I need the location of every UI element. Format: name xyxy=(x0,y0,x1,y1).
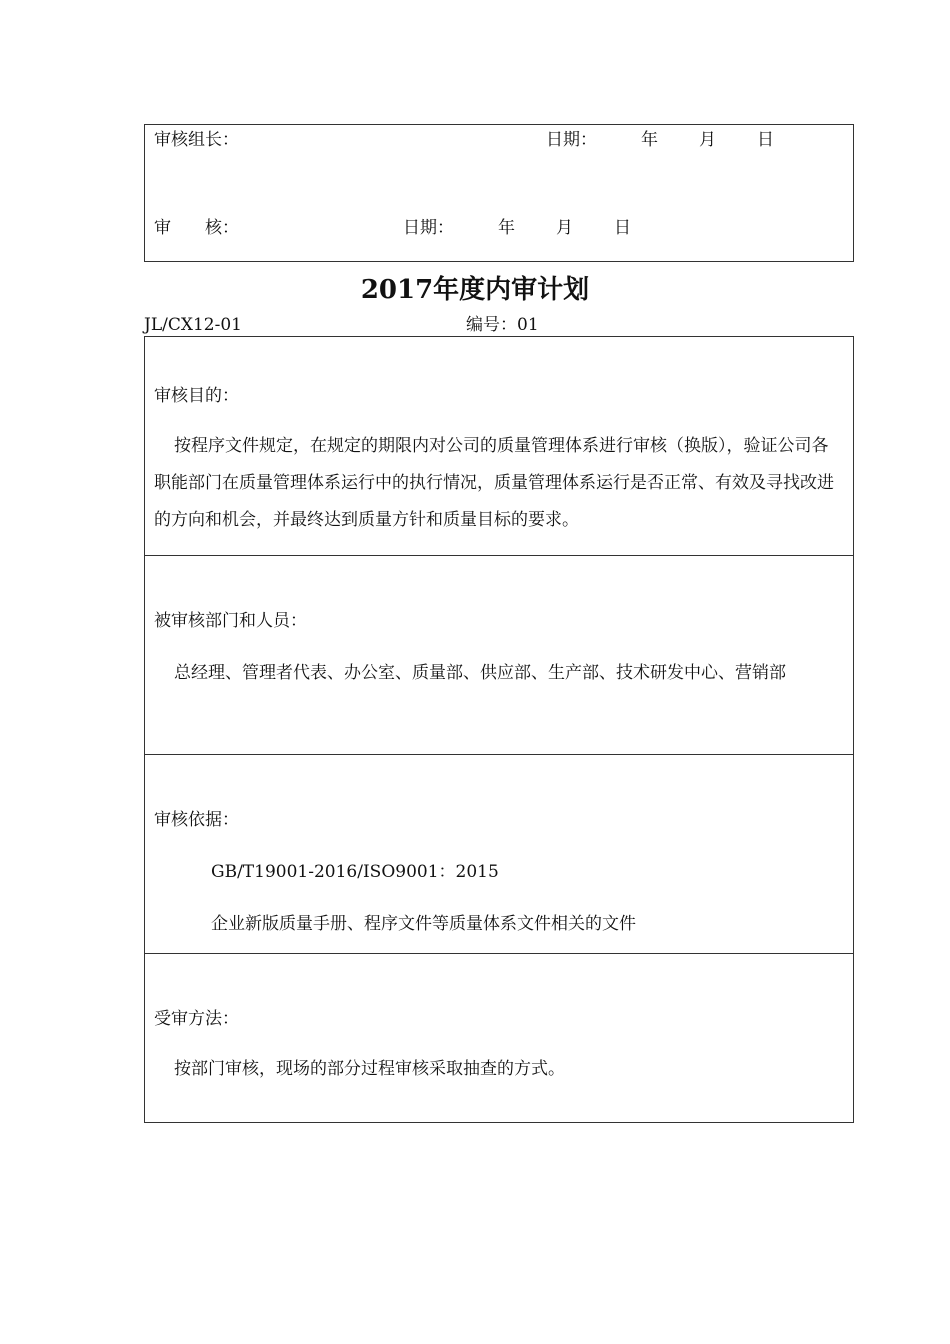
page-title: 2017年度内审计划 xyxy=(360,275,590,305)
audit-leader-month: 月 xyxy=(699,130,716,150)
signature-box xyxy=(144,124,854,262)
doc-number: 编号：01 xyxy=(466,315,539,335)
section-audit-method xyxy=(145,954,853,1122)
reviewer-date-label: 日期： xyxy=(403,218,454,238)
audit-leader-day: 日 xyxy=(757,130,774,150)
section-body: 按部门审核，现场的部分过程审核采取抽查的方式。 xyxy=(174,1059,565,1079)
reviewer-label: 审 核： xyxy=(154,218,239,238)
doc-code: JL/CX12-01 xyxy=(144,315,242,335)
audit-plan-table xyxy=(144,336,854,1123)
section-heading: 被审核部门和人员： xyxy=(154,611,307,631)
section-audited-departments xyxy=(145,556,853,755)
section-heading: 审核依据： xyxy=(154,810,239,830)
section-body: 总经理、管理者代表、办公室、质量部、供应部、生产部、技术研发中心、营销部 xyxy=(174,663,786,683)
section-audit-purpose xyxy=(145,337,853,556)
section-audit-basis xyxy=(145,755,853,954)
reviewer-year: 年 xyxy=(498,218,515,238)
reviewer-day: 日 xyxy=(614,218,631,238)
basis-standard: GB/T19001-2016/ISO9001：2015 xyxy=(211,862,499,882)
basis-documents: 企业新版质量手册、程序文件等质量体系文件相关的文件 xyxy=(211,914,636,934)
section-heading: 审核目的： xyxy=(154,386,239,406)
section-body: 按程序文件规定，在规定的期限内对公司的质量管理体系进行审核（换版），验证公司各职能部门在质量管理体系运行中的执行情况，质量管理体系运行是否正常、有效及寻找改进的方向和机会，并最终达到质量方针和质量目标的要求。 xyxy=(154,436,834,530)
section-heading: 受审方法： xyxy=(154,1009,239,1029)
audit-leader-year: 年 xyxy=(641,130,658,150)
reviewer-month: 月 xyxy=(556,218,573,238)
audit-leader-label: 审核组长： xyxy=(154,130,239,150)
audit-leader-date-label: 日期： xyxy=(546,130,597,150)
